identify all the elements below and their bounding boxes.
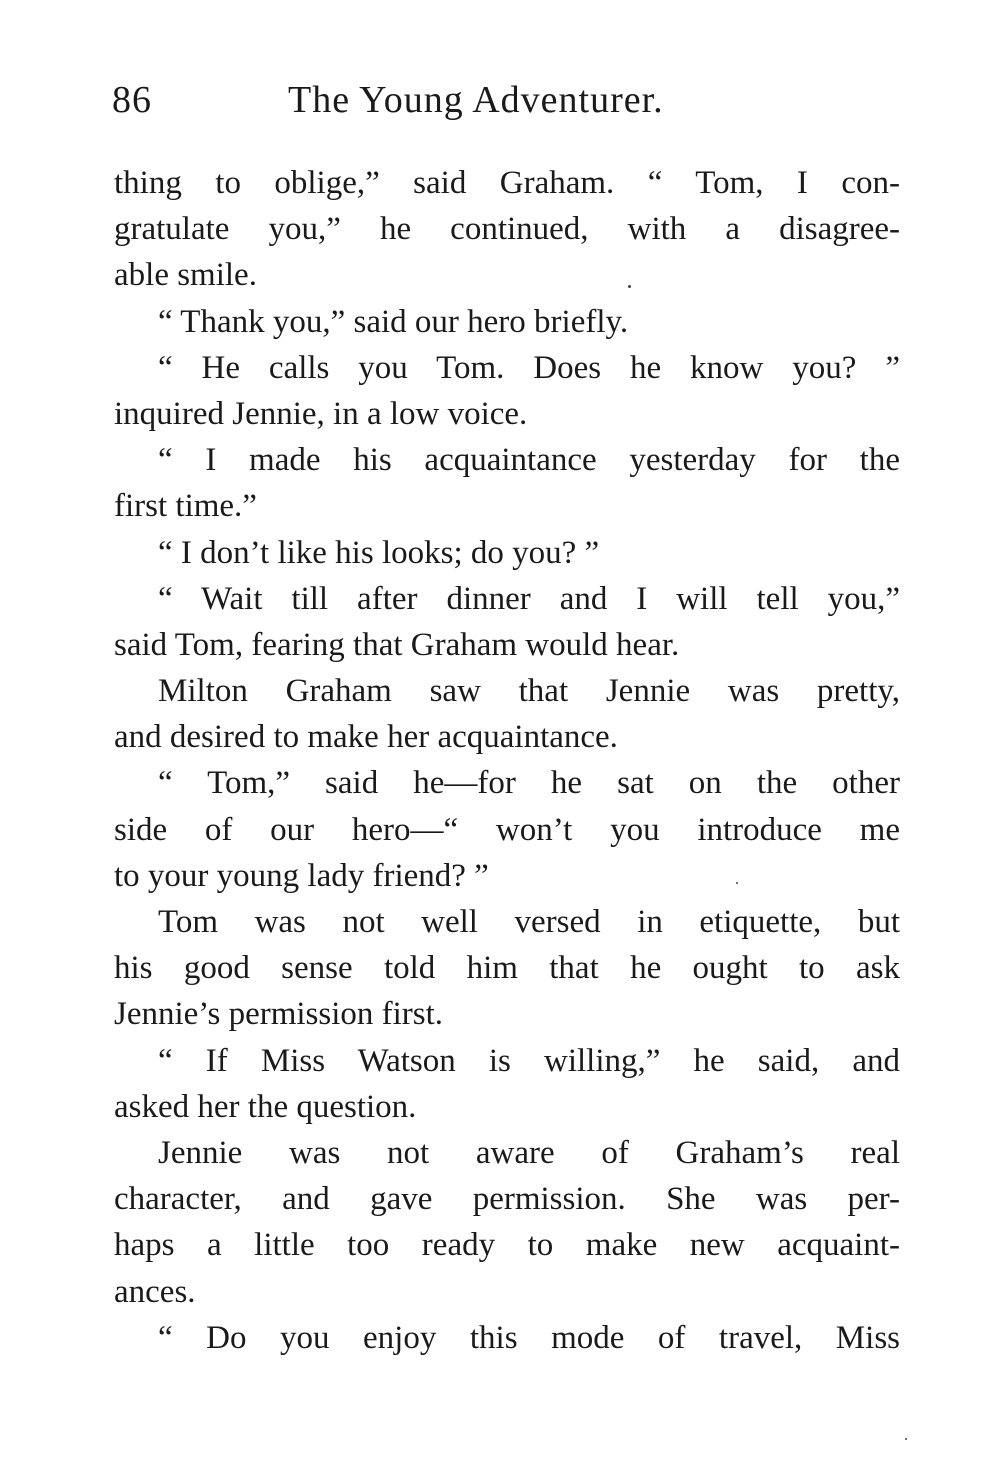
text-line: character, and gave permission. She was per- (114, 1181, 900, 1218)
text-line: side of our hero—“ won’t you introduce me (114, 811, 900, 848)
text-line: to your young lady friend? ” (114, 857, 489, 894)
scan-speck (736, 882, 738, 884)
text-line: Jennie’s permission first. (114, 996, 444, 1033)
body-text (114, 160, 900, 1361)
text-line: haps a little too ready to make new acquaint- (114, 1227, 900, 1264)
running-title: The Young Adventurer. (288, 79, 664, 121)
text-line: Tom was not well versed in etiquette, but (158, 904, 900, 940)
text-line: and desired to make her acquaintance. (114, 719, 618, 756)
text-line: ances. (114, 1273, 196, 1310)
text-line: first time.” (114, 488, 257, 525)
text-line: “ I made his acquaintance yesterday for the (158, 442, 900, 479)
text-line: gratulate you,” he continued, with a disagree- (114, 211, 900, 248)
text-line: “ If Miss Watson is willing,” he said, and (158, 1042, 900, 1079)
text-line: his good sense told him that he ought to ask (114, 950, 900, 987)
text-line: able smile. (114, 257, 257, 294)
text-line: Jennie was not aware of Graham’s real (158, 1134, 900, 1171)
text-line: inquired Jennie, in a low voice. (114, 395, 528, 432)
text-line: “ He calls you Tom. Does he know you? ” (158, 349, 900, 386)
text-line: “ Wait till after dinner and I will tell you,” (158, 580, 900, 617)
text-line: “ Tom,” said he—for he sat on the other (158, 765, 900, 802)
text-line: “ Do you enjoy this mode of travel, Miss (158, 1319, 900, 1356)
scan-speck (628, 285, 631, 288)
text-line: “ Thank you,” said our hero briefly. (158, 303, 629, 340)
text-line: Milton Graham saw that Jennie was pretty, (158, 673, 900, 710)
page-header (112, 78, 772, 134)
scan-speck (905, 1438, 907, 1440)
page-number: 86 (112, 79, 152, 121)
text-line: thing to oblige,” said Graham. “ Tom, I con- (114, 165, 900, 201)
text-line: “ I don’t like his looks; do you? ” (158, 534, 600, 571)
text-line: asked her the question. (114, 1088, 417, 1125)
text-line: said Tom, fearing that Graham would hear. (114, 626, 680, 663)
